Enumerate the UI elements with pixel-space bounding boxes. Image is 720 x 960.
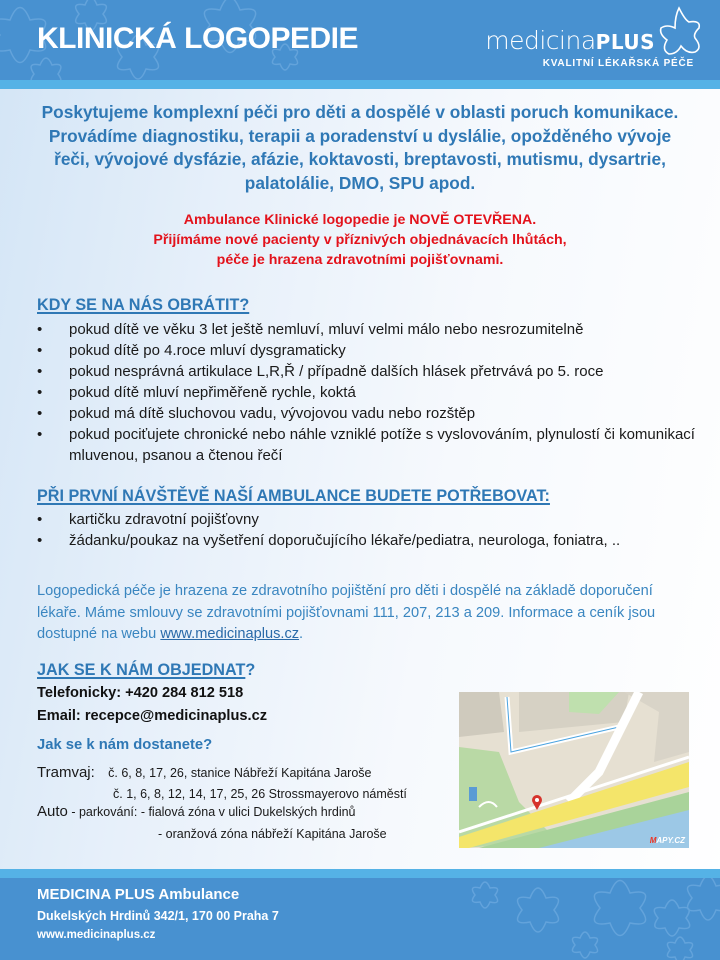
bullet-icon: •	[37, 321, 43, 338]
car-text: - oranžová zóna nábřeží Kapitána Jaroše	[158, 827, 387, 841]
map-credit-m: M	[649, 836, 657, 845]
list-item	[37, 424, 697, 466]
bullet-icon: •	[37, 511, 43, 528]
list-item	[37, 403, 697, 424]
website-link[interactable]: www.medicinaplus.cz	[160, 626, 300, 642]
bullet-icon: •	[37, 342, 43, 359]
tram-text: č. 1, 6, 8, 12, 14, 17, 25, 26 Strossmayerovo náměstí	[113, 787, 407, 801]
logo-tagline: KVALITNÍ LÉKAŘSKÁ PÉČE	[542, 58, 694, 69]
list-item	[37, 530, 637, 551]
bullet-icon: •	[37, 426, 43, 443]
map-graphic	[459, 692, 689, 848]
order-heading-mark: ?	[245, 661, 256, 679]
list-item	[37, 382, 697, 403]
logo-name-light: medicina	[485, 26, 596, 55]
list-item-text: pokud dítě po 4.roce mluví dysgramaticky	[69, 342, 346, 359]
list-item-text: pokud dítě mluví nepřiměřeně rychle, koktá	[69, 384, 356, 401]
first-visit-heading: PŘI PRVNÍ NÁVŠTĚVĚ NAŠÍ AMBULANCE BUDETE POTŘEBOVAT:	[37, 487, 550, 505]
header-accent-strip	[0, 80, 720, 89]
page-title: KLINICKÁ LOGOPEDIE	[37, 22, 359, 55]
tram-label: Tramvaj:	[37, 764, 95, 781]
directions-heading: Jak se k nám dostanete?	[37, 737, 213, 753]
list-item	[37, 319, 697, 340]
footer-website[interactable]: www.medicinaplus.cz	[37, 929, 156, 941]
car-label: Auto	[37, 803, 68, 820]
first-visit-list	[37, 509, 637, 551]
map-credit	[650, 836, 685, 845]
bullet-icon: •	[37, 532, 43, 549]
insurance-text: Logopedická péče je hrazena ze zdravotního pojištění pro děti i dospělé na základě doporučení lékaře. Máme smlouvy se zdravotními pojišťovnami 111, 207, 213 a 209. Informace a ceník jsou dostupné na webu	[37, 583, 656, 642]
list-item	[37, 340, 697, 361]
logo-wordmark	[485, 26, 655, 55]
car-sub: - parkování:	[67, 805, 138, 819]
footer-accent-strip	[0, 869, 720, 878]
insurance-paragraph	[37, 581, 687, 646]
car-text: - fialová zóna v ulici Dukelských hrdinů	[137, 805, 356, 819]
bullet-icon: •	[37, 363, 43, 380]
logo-flower-icon	[657, 4, 703, 56]
opening-notice	[40, 210, 680, 270]
notice-line: péče je hrazena zdravotními pojišťovnami.	[216, 252, 504, 268]
when-list	[37, 319, 697, 466]
list-item-text: žádanku/poukaz na vyšetření doporučujícího lékaře/pediatra, neurologa, foniatra, ..	[69, 532, 621, 549]
notice-line: Přijímáme nové pacienty v příznivých objednávacích lhůtách,	[153, 232, 567, 248]
bullet-icon: •	[37, 384, 43, 401]
medicinaplus-logo	[463, 4, 703, 80]
bullet-icon: •	[37, 405, 43, 422]
email-contact[interactable]: Email: recepce@medicinaplus.cz	[37, 708, 267, 724]
order-heading-text: JAK SE K NÁM OBJEDNAT	[37, 661, 246, 679]
car-line-2	[158, 825, 387, 843]
list-item-text: kartičku zdravotní pojišťovny	[69, 511, 259, 528]
footer-address: Dukelských Hrdinů 342/1, 170 00 Praha 7	[37, 909, 279, 923]
order-section-heading	[37, 661, 255, 680]
notice-line: Ambulance Klinické logopedie je NOVĚ OTEVŘENA.	[183, 212, 537, 228]
list-item-text: pokud dítě ve věku 3 let ještě nemluví, mluví velmi málo nebo nesrozumitelně	[69, 321, 584, 338]
insurance-end: .	[299, 626, 304, 642]
list-item-text: pokud má dítě sluchovou vadu, vývojovou vadu nebo rozštěp	[69, 405, 476, 422]
map-credit-rest: APY.CZ	[656, 836, 685, 845]
tram-line-2	[113, 785, 407, 803]
logo-name-bold: PLUS	[595, 30, 655, 54]
list-item-text: pokud pociťujete chronické nebo náhle vzniklé potíže s vyslovováním, plynulostí či komunikací mluvenou, psanou a čtenou řečí	[69, 426, 695, 464]
intro-text: Poskytujeme komplexní péči pro děti a dospělé v oblasti poruch komunikace. Provádíme diagnostiku, terapii a poradenství u dyslálie, opožděného vývoje řeči, vývojové dysfázie, afázie, koktavosti, breptavosti, mutismu, dysartrie, palatolálie, DMO, SPU apod.	[41, 102, 679, 193]
footer	[0, 878, 720, 960]
tram-line-1	[37, 764, 371, 782]
footer-name: MEDICINA PLUS Ambulance	[37, 886, 240, 903]
phone-contact[interactable]: Telefonicky: +420 284 812 518	[37, 685, 244, 701]
when-section-heading: KDY SE NA NÁS OBRÁTIT?	[37, 296, 250, 314]
header-banner	[0, 0, 720, 80]
list-item	[37, 361, 697, 382]
tram-text: č. 6, 8, 17, 26, stanice Nábřeží Kapitána Jaroše	[108, 766, 372, 780]
list-item	[37, 509, 637, 530]
location-map[interactable]	[459, 692, 689, 848]
flower-pattern-icon	[460, 878, 720, 960]
list-item-text: pokud nesprávná artikulace L,R,Ř / případně dalších hlásek přetrvává po 5. roce	[69, 363, 604, 380]
car-line-1	[37, 803, 356, 821]
